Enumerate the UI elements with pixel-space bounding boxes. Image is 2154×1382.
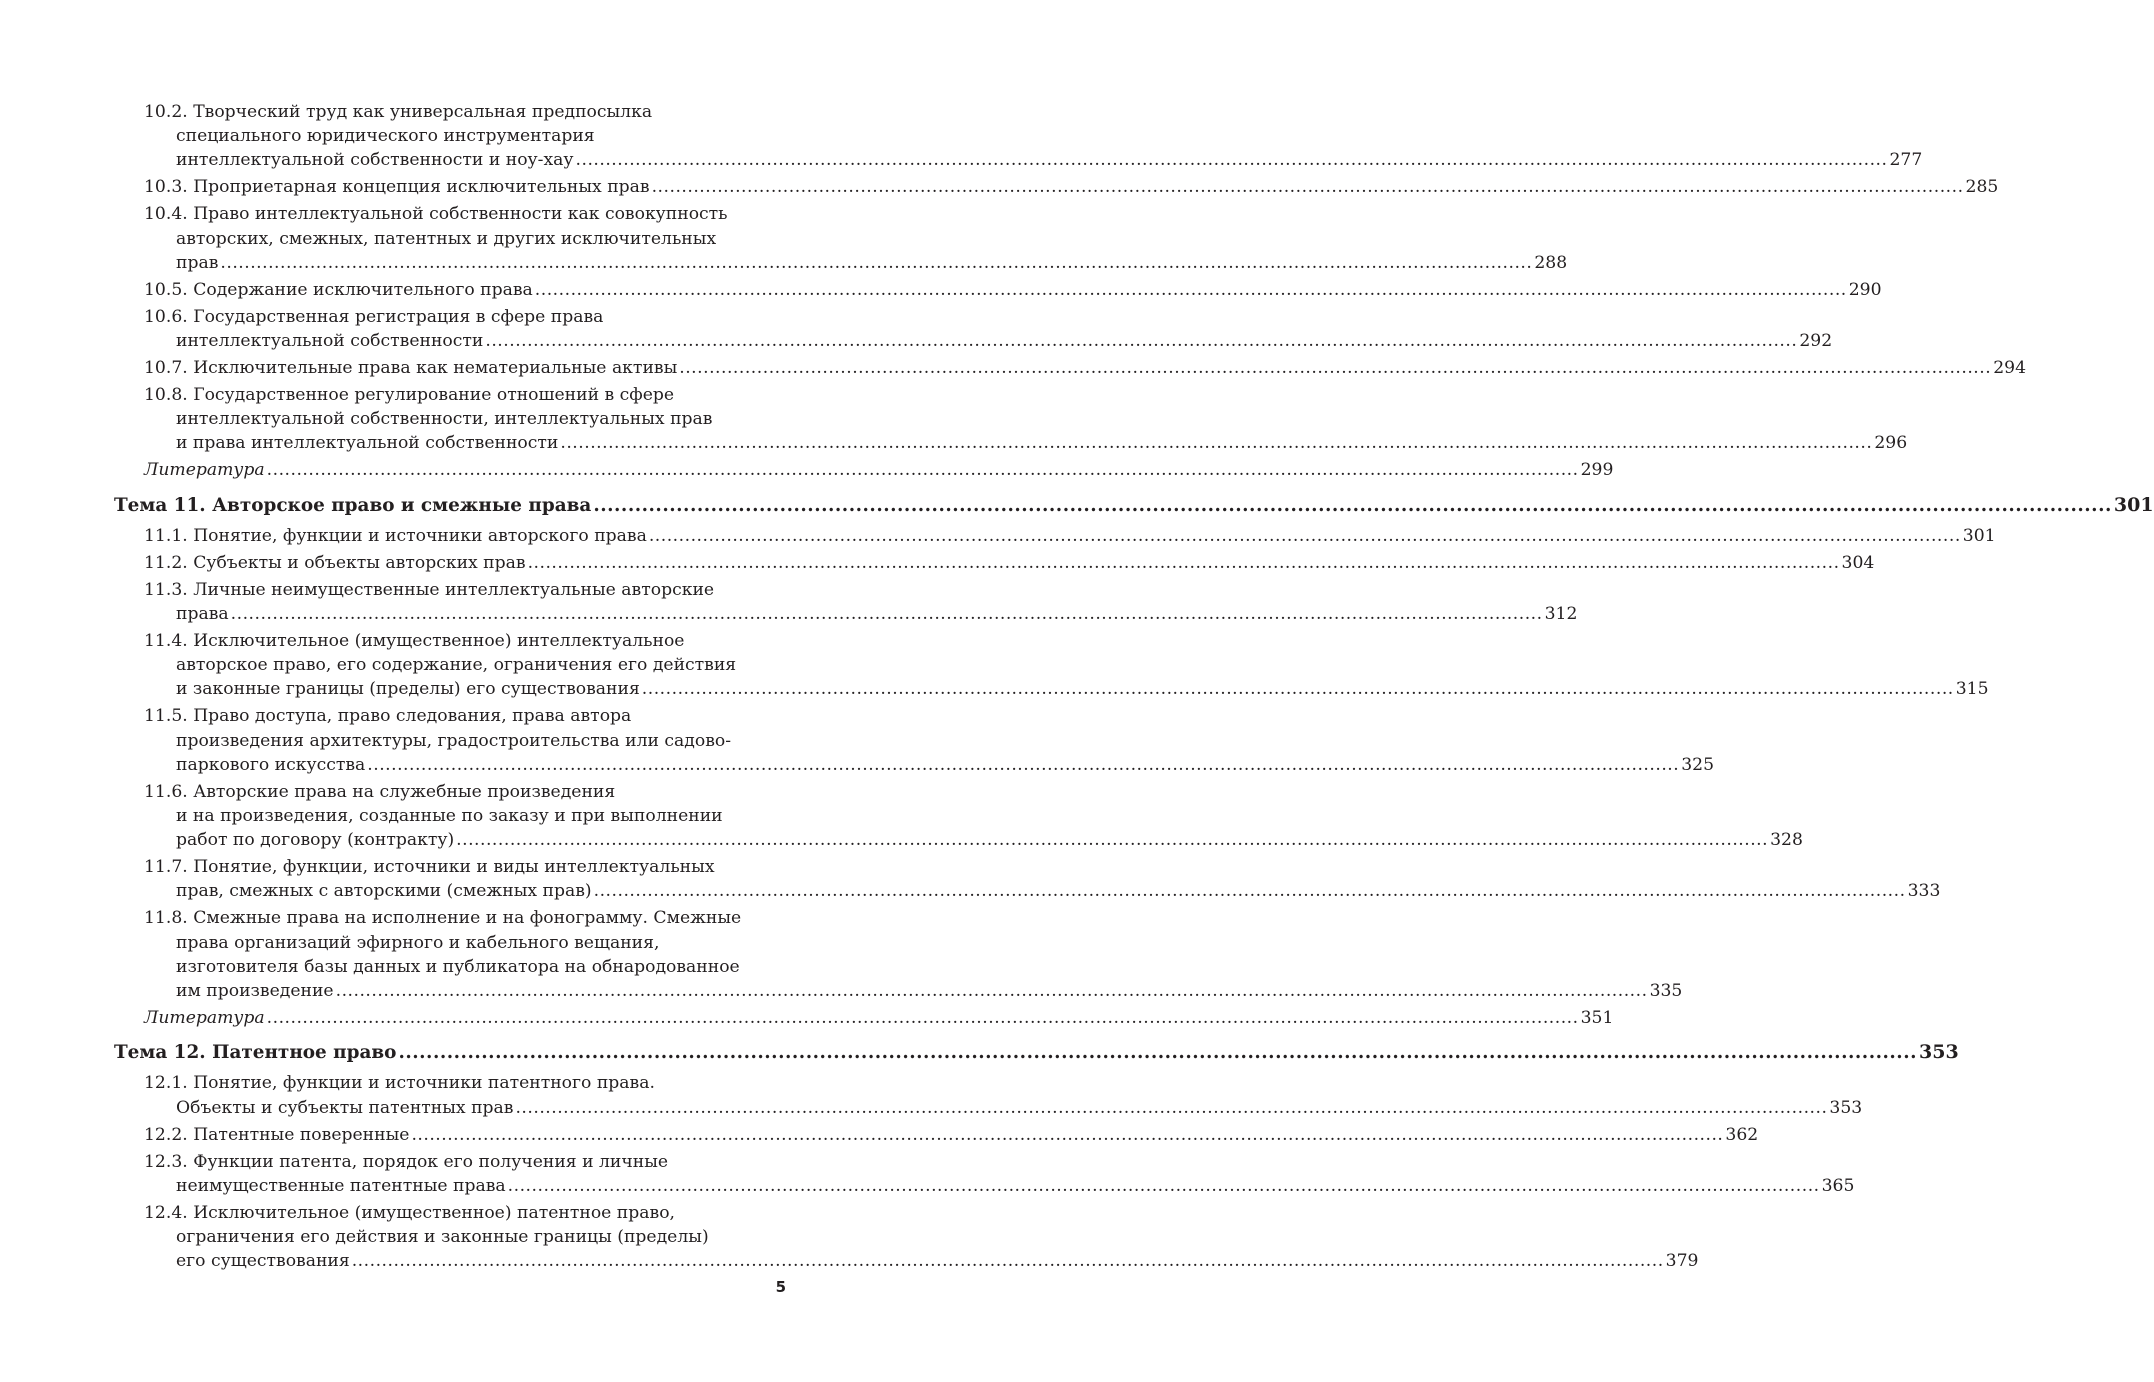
toc-page-number: 296 <box>1874 433 1908 454</box>
toc-line <box>114 1174 1855 1198</box>
toc-section <box>114 524 1996 548</box>
toc-section <box>114 1123 1759 1147</box>
toc-entry-text: интеллектуальной собственности, интеллектуальных прав <box>176 409 713 430</box>
toc-line <box>114 602 1578 626</box>
toc-line <box>114 653 788 677</box>
toc-line <box>114 1225 788 1249</box>
dot-leader: ............................................................................................................................................................................................................................ <box>651 177 1964 198</box>
toc-section <box>114 704 1715 777</box>
toc-page-number: 353 <box>1829 1097 1863 1118</box>
toc-line <box>114 383 788 407</box>
toc-line <box>114 879 1941 903</box>
dot-leader: ............................................................................................................................................................................................................................ <box>220 252 1533 273</box>
toc-entry-text: 10.6. Государственная регистрация в сфере права <box>144 306 604 327</box>
toc-line <box>114 278 1882 302</box>
toc-line <box>114 906 788 930</box>
dot-leader: ............................................................................................................................................................................................................................ <box>351 1251 1664 1272</box>
toc-page-number: 301 <box>2113 493 2154 516</box>
toc-page-number: 304 <box>1841 552 1875 573</box>
dot-leader: ............................................................................................................................................................................................................................ <box>367 754 1680 775</box>
toc-entry-text: 12.3. Функции патента, порядок его получения и личные <box>144 1151 669 1172</box>
toc-entry-text: 11.1. Понятие, функции и источники авторского права <box>144 525 647 546</box>
toc-page-number: 312 <box>1544 604 1578 625</box>
toc-entry-text: Объекты и субъекты патентных прав <box>176 1097 514 1118</box>
toc-line <box>114 1096 1863 1120</box>
dot-leader: ............................................................................................................................................................................................................................ <box>266 460 1579 481</box>
toc-entry-text: Литература <box>144 460 265 481</box>
toc-line <box>114 578 788 602</box>
toc-page-number: 328 <box>1770 830 1803 851</box>
toc-line <box>114 148 1923 172</box>
toc-page-number: 325 <box>1681 754 1715 775</box>
toc-page-number: 353 <box>1919 1041 1959 1064</box>
toc-entry-text: права <box>176 604 229 625</box>
toc-entry-text: Тема 12. Патентное право <box>114 1042 397 1064</box>
toc-line <box>114 1006 1614 1030</box>
toc-page-number: 299 <box>1580 460 1614 481</box>
toc-section <box>114 356 2027 380</box>
toc-page-number: 285 <box>1965 177 1999 198</box>
dot-leader: ............................................................................................................................................................................................................................ <box>679 358 1992 379</box>
toc-line <box>114 1071 788 1095</box>
toc-entry-text: 10.3. Проприетарная концепция исключительных прав <box>144 177 650 198</box>
toc-entry-text: работ по договору (контракту) <box>176 830 455 851</box>
toc-entry-text: 12.2. Патентные поверенные <box>144 1124 410 1145</box>
toc-section <box>114 629 1989 702</box>
toc-entry-text: 10.7. Исключительные права как нематериальные активы <box>144 358 678 379</box>
toc-line <box>114 1040 1959 1065</box>
toc-theme <box>114 1040 1959 1065</box>
toc-entry-text: прав <box>176 252 219 273</box>
toc-section <box>114 383 1908 456</box>
toc-entry-text: права организаций эфирного и кабельного вещания, <box>176 932 660 953</box>
toc-entry-text: им произведение <box>176 981 334 1002</box>
toc-entry-text: 12.1. Понятие, функции и источники патентного права. <box>144 1073 655 1094</box>
toc-entry-text: 10.2. Творческий труд как универсальная предпосылка <box>144 102 653 122</box>
toc-entry-text: и законные границы (пределы) его существования <box>176 679 640 700</box>
toc-entry-text: произведения архитектуры, градостроительства или садово- <box>176 730 732 751</box>
dot-leader: ............................................................................................................................................................................................................................ <box>398 1042 1918 1064</box>
toc-line <box>114 100 788 124</box>
toc-section <box>114 855 1941 903</box>
toc-page-number: 290 <box>1848 279 1882 300</box>
toc-line <box>114 753 1715 777</box>
toc-entry-text: 10.4. Право интеллектуальной собственности как совокупность <box>144 204 728 225</box>
toc-line <box>114 407 788 431</box>
toc-theme <box>114 493 2154 518</box>
toc-line <box>114 677 1989 701</box>
toc-entry-text: авторское право, его содержание, ограничения его действия <box>176 655 737 676</box>
toc-entry-text: неимущественные патентные права <box>176 1175 506 1196</box>
toc-line <box>114 251 1568 275</box>
table-of-contents <box>114 100 2154 1276</box>
toc-line <box>114 955 788 979</box>
toc-page-number: 277 <box>1889 150 1923 171</box>
toc-line <box>114 804 788 828</box>
toc-page-number: 288 <box>1534 252 1568 273</box>
toc-line <box>114 1150 788 1174</box>
toc-line <box>114 704 788 728</box>
dot-leader: ............................................................................................................................................................................................................................ <box>527 552 1840 573</box>
dot-leader: ............................................................................................................................................................................................................................ <box>593 881 1906 902</box>
dot-leader: ............................................................................................................................................................................................................................ <box>335 981 1648 1002</box>
toc-entry-text: его существования <box>176 1251 350 1272</box>
toc-line <box>114 431 1908 455</box>
toc-line <box>114 329 1833 353</box>
toc-entry-text: и на произведения, созданные по заказу и при выполнении <box>176 806 723 827</box>
toc-line <box>114 305 788 329</box>
toc-entry-text: паркового искусства <box>176 754 366 775</box>
toc-page-number: 379 <box>1665 1251 1699 1272</box>
toc-entry-text: 11.3. Личные неимущественные интеллектуальные авторские <box>144 579 715 600</box>
toc-page-number: 333 <box>1907 881 1941 902</box>
toc-line <box>114 227 788 251</box>
dot-leader: ............................................................................................................................................................................................................................ <box>515 1097 1828 1118</box>
toc-line <box>114 1123 1759 1147</box>
toc-line <box>114 524 1996 548</box>
toc-line <box>114 202 788 226</box>
dot-leader: ............................................................................................................................................................................................................................ <box>648 525 1961 546</box>
toc-section <box>114 780 1803 853</box>
toc-line <box>114 979 1683 1003</box>
toc-line <box>114 175 1999 199</box>
toc-entry-text: и права интеллектуальной собственности <box>176 433 559 454</box>
toc-section <box>114 1150 1855 1198</box>
toc-section <box>114 202 1568 275</box>
toc-literature <box>114 458 1614 482</box>
toc-line <box>114 1201 788 1225</box>
toc-page-number: 292 <box>1799 331 1833 352</box>
toc-line <box>114 729 788 753</box>
toc-entry-text: 10.8. Государственное регулирование отношений в сфере <box>144 385 675 406</box>
toc-line <box>114 780 788 804</box>
dot-leader: ............................................................................................................................................................................................................................ <box>507 1175 1820 1196</box>
toc-line <box>114 458 1614 482</box>
toc-entry-text: Тема 11. Авторское право и смежные права <box>114 494 592 516</box>
toc-line <box>114 855 788 879</box>
toc-section <box>114 551 1875 575</box>
dot-leader: ............................................................................................................................................................................................................................ <box>456 830 1769 851</box>
dot-leader: ............................................................................................................................................................................................................................ <box>534 279 1847 300</box>
dot-leader: ............................................................................................................................................................................................................................ <box>560 433 1873 454</box>
toc-section <box>114 100 1923 173</box>
dot-leader: ............................................................................................................................................................................................................................ <box>485 331 1798 352</box>
toc-entry-text: специального юридического инструментария <box>176 126 595 147</box>
toc-line <box>114 356 2027 380</box>
toc-line <box>114 493 2154 518</box>
toc-entry-text: Литература <box>144 1008 265 1029</box>
toc-entry-text: 11.7. Понятие, функции, источники и виды интеллектуальных <box>144 857 715 878</box>
toc-section <box>114 1201 1699 1274</box>
toc-entry-text: интеллектуальной собственности и ноу-хау <box>176 150 574 171</box>
toc-line <box>114 629 788 653</box>
toc-section <box>114 175 1999 199</box>
page-number: 5 <box>775 1278 786 1296</box>
dot-leader: ............................................................................................................................................................................................................................ <box>266 1008 1579 1029</box>
toc-entry-text: 11.8. Смежные права на исполнение и на фонограмму. Смежные <box>144 908 742 929</box>
toc-literature <box>114 1006 1614 1030</box>
toc-entry-text: прав, смежных с авторскими (смежных прав) <box>176 881 592 902</box>
dot-leader: ............................................................................................................................................................................................................................ <box>411 1124 1724 1145</box>
dot-leader: ............................................................................................................................................................................................................................ <box>593 494 2112 516</box>
toc-page-number: 365 <box>1821 1175 1855 1196</box>
toc-entry-text: авторских, смежных, патентных и других исключительных <box>176 228 717 249</box>
toc-line <box>114 551 1875 575</box>
toc-page-number: 301 <box>1962 525 1996 546</box>
toc-entry-text: 12.4. Исключительное (имущественное) патентное право, <box>144 1202 675 1223</box>
toc-line <box>114 1249 1699 1273</box>
dot-leader: ............................................................................................................................................................................................................................ <box>230 604 1543 625</box>
toc-entry-text: 11.5. Право доступа, право следования, права автора <box>144 706 632 727</box>
toc-entry-text: ограничения его действия и законные границы (пределы) <box>176 1227 709 1248</box>
dot-leader: ............................................................................................................................................................................................................................ <box>641 679 1954 700</box>
toc-entry-text: 10.5. Содержание исключительного права <box>144 279 533 300</box>
toc-page-number: 362 <box>1725 1124 1759 1145</box>
toc-page-number: 294 <box>1993 358 2027 379</box>
toc-page-number: 335 <box>1649 981 1683 1002</box>
toc-line <box>114 124 788 148</box>
toc-entry-text: интеллектуальной собственности <box>176 331 484 352</box>
toc-entry-text: 11.6. Авторские права на служебные произведения <box>144 781 616 802</box>
toc-page-number: 315 <box>1955 679 1989 700</box>
toc-section <box>114 578 1578 626</box>
toc-section <box>114 278 1882 302</box>
toc-entry-text: 11.4. Исключительное (имущественное) интеллектуальное <box>144 631 685 652</box>
toc-page-number: 351 <box>1580 1008 1614 1029</box>
toc-section <box>114 1071 1863 1119</box>
toc-line <box>114 931 788 955</box>
toc-entry-text: 11.2. Субъекты и объекты авторских прав <box>144 552 526 573</box>
toc-line <box>114 828 1803 852</box>
dot-leader: ............................................................................................................................................................................................................................ <box>575 150 1888 171</box>
toc-section <box>114 305 1833 353</box>
toc-section <box>114 906 1683 1003</box>
toc-entry-text: изготовителя базы данных и публикатора на обнародованное <box>176 956 740 977</box>
